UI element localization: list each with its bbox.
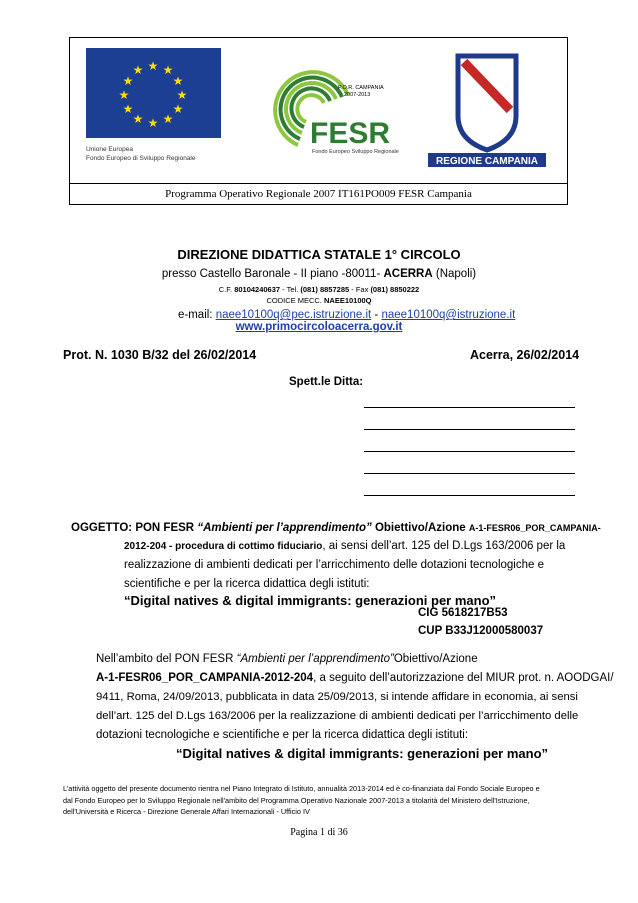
footer-line-3: dell'Università e Ricerca - Direzione Generale Affari Internazionali - Ufficio IV	[63, 807, 310, 816]
address-line	[364, 407, 575, 408]
fesr-logo	[238, 55, 399, 165]
address-line	[364, 451, 575, 452]
svg-text:★: ★	[122, 102, 134, 116]
paragraph-line-1: Nell’ambito del PON FESR “Ambienti per l’apprendimento”Obiettivo/Azione	[96, 653, 478, 665]
svg-text:★: ★	[122, 74, 134, 88]
eu-logo-text-2: Fondo Europeo di Sviluppo Regionale	[86, 155, 196, 162]
project-title: “Digital natives & digital immigrants: generazioni per mano”	[124, 593, 497, 608]
email-link-pec[interactable]: naee10100q@pec.istruzione.it	[215, 309, 372, 321]
programma-caption: Programma Operativo Regionale 2007 IT161PO009 FESR Campania	[165, 188, 472, 200]
email-link[interactable]: naee10100q@istruzione.it	[381, 309, 516, 321]
header-separator	[69, 183, 568, 184]
school-mecc-code: CODICE MECC. NAEE10100Q	[266, 296, 372, 305]
svg-text:★: ★	[172, 102, 184, 116]
svg-text:★: ★	[162, 112, 174, 126]
oggetto-line-3: realizzazione di ambienti dedicati per l’arricchimento delle dotazioni tecnologiche e	[124, 559, 544, 571]
regione-label: REGIONE CAMPANIA	[435, 156, 539, 167]
fesr-sub: Fondo Europeo Sviluppo Regionale	[312, 149, 399, 155]
paragraph-project-title: “Digital natives & digital immigrants: generazioni per mano”	[176, 746, 549, 761]
paragraph-line-5: dotazioni tecnologiche e scientifiche e per la ricerca didattica degli istituti:	[96, 729, 469, 741]
svg-text:★: ★	[162, 63, 174, 77]
eu-logo-text-1: Unione Europea	[86, 146, 133, 153]
fesr-por-line2: 2007-2013	[344, 92, 371, 98]
oggetto-line-2: 2012-204 - procedura di cottimo fiduciario, ai sensi dell’art. 125 del D.Lgs 163/2006 per la	[124, 540, 566, 552]
svg-text:★: ★	[132, 63, 144, 77]
school-address: presso Castello Baronale - II piano -80011- ACERRA (Napoli)	[161, 268, 477, 280]
address-line	[364, 429, 575, 430]
footer-line-1: L’attività oggetto del presente documento rientra nel Piano Integrato di Istituto, annualità 2013-2014 ed è co-finanziata dal Fondo Sociale Europeo e	[63, 784, 540, 793]
svg-text:★: ★	[172, 74, 184, 88]
protocol-number: Prot. N. 1030 B/32 del 26/02/2014	[63, 348, 257, 362]
school-email: e-mail: naee10100q@pec.istruzione.it - naee10100q@istruzione.it	[178, 309, 516, 321]
fesr-logo-text: FESR	[310, 117, 391, 150]
oggetto-line-1: OGGETTO: PON FESR “Ambienti per l’apprendimento” Obiettivo/Azione A-1-FESR06_POR_CAMPANIA-	[71, 522, 601, 534]
eu-flag-logo	[86, 48, 221, 166]
address-line	[364, 473, 575, 474]
cup-code: CUP B33J12000580037	[418, 625, 544, 637]
page-number: Pagina 1 di 36	[290, 827, 348, 838]
paragraph-line-3: 9411, Roma, 24/09/2013, pubblicata in data 25/09/2013, si intende affidare in economia, ai sensi	[96, 691, 578, 703]
svg-text:★: ★	[132, 112, 144, 126]
address-line	[364, 495, 575, 496]
svg-text:★: ★	[147, 59, 159, 73]
paragraph-line-4: dell’art. 125 del D.Lgs 163/2006 per la realizzazione di ambienti dedicati per l’arricchimento delle	[96, 710, 579, 722]
svg-text:★: ★	[147, 116, 159, 130]
svg-text:★: ★	[176, 88, 188, 102]
regione-campania-logo	[424, 50, 550, 168]
fesr-por-line1: P.O.R. CAMPANIA	[338, 85, 384, 91]
svg-text:★: ★	[118, 88, 130, 102]
school-fiscal-info: C.F. 80104240637 - Tel. (081) 8857285 - Fax (081) 8850222	[218, 285, 420, 294]
footer-line-2: dal Fondo Europeo per lo Sviluppo Regionale nell'ambito del Programma Operativo Nazionale 2007-2013 a titolarità del Ministero dell'Istruzione,	[63, 796, 530, 805]
website-link[interactable]: www.primocircoloacerra.gov.it	[235, 321, 403, 333]
recipient-label: Spett.le Ditta:	[289, 376, 364, 388]
oggetto-line-4: scientifiche e per la ricerca didattica degli istituti:	[124, 578, 370, 590]
paragraph-line-2: A-1-FESR06_POR_CAMPANIA-2012-204, a seguito dell’autorizzazione del MIUR prot. n. AOODGAI/	[96, 672, 614, 684]
cig-code: CIG 5618217B53	[418, 607, 508, 619]
protocol-date: Acerra, 26/02/2014	[470, 348, 580, 362]
school-name: DIREZIONE DIDATTICA STATALE 1° CIRCOLO	[177, 247, 461, 262]
